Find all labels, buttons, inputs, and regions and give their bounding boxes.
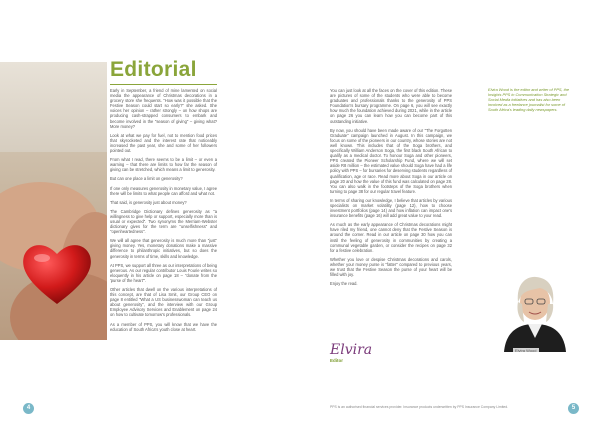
editor-portrait — [498, 268, 572, 352]
editor-bio: Elvira Wood is the editor and writer of PPS, the Insights PPS in Communication Strategic and Social Media initiatives and has also been involved as a freelance journalist for some of South Africa's leading daily newspapers. — [488, 87, 570, 112]
paragraph: As a member of PPS, you will know that we have the education of South Africa's youth close at heart. — [110, 321, 217, 332]
paragraph: By now, you should have been made aware of our "The Forgotten Graduate" campaign launched in August. In this campaign, we focus on some of the pioneers in our country, whose stories are not well known. This includes that of the Soga brothers, and specifically William Anderson Soga, the first black South African to qualify as a medical doctor. To honour Soga and other pioneers, PPS created the Pioneer Scholarship Fund, where we will set aside R8 million – the estimated value should Soga have had a life policy with PPS – for bursaries for deserving students regardless of qualification, age or race. Read more about Soga in our article on page 20 and how the value of this fund was calculated on page 28. You can also walk in the footsteps of the Soga brothers when turning to page 38 for our regular travel feature. — [330, 127, 452, 194]
paragraph: At PPS, we support all three as our interpretations of being generous. As our regular contributor Louis Fourie writes so eloquently in his article on page 18 – "donate from the 'purse of the heart'". — [110, 262, 217, 283]
paragraph: Enjoy the read. — [330, 281, 358, 287]
paragraph: If one only measures generosity in monetary value, I agree there will be limits to what people can afford and what not. — [110, 185, 217, 196]
paragraph: But can one place a limit on generosity? — [110, 176, 183, 182]
page-number-right: 5 — [568, 403, 579, 414]
paragraph: Whether you love or despise Christmas decorations and carols, whether your money purse is "fatter" compared to previous years, we trust that the Festive Season the purse of your heart will be filled with joy. — [330, 256, 452, 278]
page-number-left: 4 — [23, 403, 34, 414]
paragraph: We will all agree that generosity is much more than "just" giving money. Yes, monetary donations make a massive difference to philanthropic initiatives, but so does the generosity in terms of time, skills and knowledge. — [110, 238, 217, 259]
heart-icon — [20, 240, 94, 306]
title-divider — [110, 84, 217, 85]
paragraph: Look at what we pay for fuel, not to mention food prices that skyrocketed and the interest rate that noticeably increased the past year, she and some of her followers pointed out. — [110, 132, 217, 154]
heart-in-hands-photo — [0, 62, 107, 340]
footer-disclaimer: PPS is an authorised financial services provider. Insurance products underwritten by PPS Insurance Company Limited. — [330, 405, 509, 409]
paragraph: In terms of sharing our knowledge, I believe that articles by various specialists on market volatility (page 12), how to choose investment portfolios (page 14) and how inflation can impact one's insurance benefits (page 16) will add great value to your read. — [330, 197, 452, 219]
paragraph: Other articles that dwell on the various interpretations of this concept, are that of Lisa Smit, our Group CEO on page 8 entitled "What a US businesswoman can teach us about generosity", and the interview with our Group Employee Advisory Services and Enablement on page 24 on how to cultivate tomorrow's professionals. — [110, 287, 217, 318]
page-title: Editorial — [110, 58, 197, 81]
paragraph: You can just look at all the faces on the cover of this edition. These are pictures of some of the students who were able to become graduates and professionals thanks to the generosity of PPS Foundation's bursary programme. On page 6, you will see exactly how much the foundation achieved during 2021, while in the article on page 26 you can learn how you can become part of this outstanding initiative. — [330, 88, 452, 124]
paragraph: That said, is generosity just about money? — [110, 199, 187, 205]
paragraph: From what I read, there seems to be a limit – or even a warning – that there are limits to how far the season of giving can be stretched, which means a limit to generosity. — [110, 157, 217, 173]
paragraph: As much as the early appearance of Christmas decorations might have riled my friend, one cannot deny that the Festive Season is around the corner. Read in our article on page 30 how you can instil the feeling of generosity in communities by creating a communal vegetable garden, or consider the recipes on page 32 for a festive celebration. — [330, 222, 452, 253]
portrait-caption: Elvira Wood — [515, 348, 537, 353]
paragraph: The Cambridge Dictionary defines generosity as "a willingness to give help or support, especially more than is usual or expected". Two synonyms the Merriam-Webster dictionary gives for the term are "unselfishness" and "openheartedness". — [110, 208, 217, 235]
paragraph: Early in September, a friend of mine lamented on social media the appearance of Christmas decorations in a grocery store she frequents. "How was it possible that the Festive Season could start so early?" she asked. She voices her opinion – rather strongly – on how shops are producing cash-strapped consumers to embark and become involved in the "season of giving" – giving what? More money? — [110, 88, 217, 129]
editor-signature: Elvira — [330, 342, 373, 358]
article-column-right — [330, 88, 452, 290]
article-column-left — [110, 88, 217, 336]
editor-role: Editor — [330, 358, 343, 363]
